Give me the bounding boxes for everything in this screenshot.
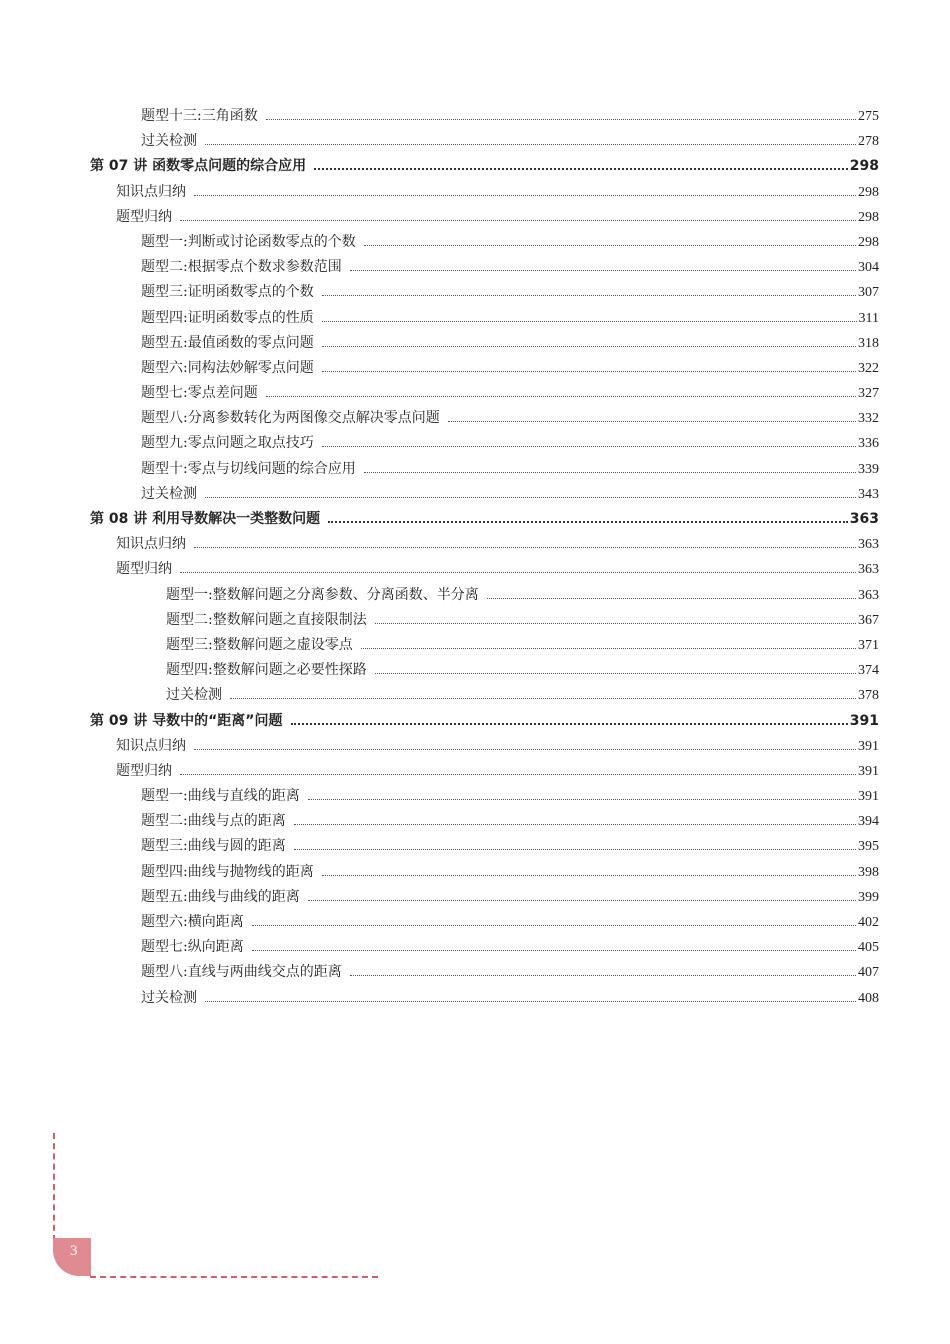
toc-dot-leader	[205, 1001, 856, 1002]
toc-entry[interactable]	[0, 280, 950, 305]
decorative-dashed-vertical-line	[53, 1133, 55, 1241]
toc-dot-leader	[180, 774, 856, 775]
toc-dot-leader	[308, 900, 856, 901]
toc-entry-title: 题型四:曲线与抛物线的距离	[141, 863, 314, 880]
toc-entry-page: 278	[858, 134, 879, 150]
toc-entry-title: 题型五:曲线与曲线的距离	[141, 888, 300, 905]
toc-entry[interactable]	[0, 910, 950, 935]
decorative-dashed-horizontal-line	[90, 1276, 378, 1278]
toc-entry[interactable]	[0, 860, 950, 885]
toc-dot-leader	[448, 421, 856, 422]
toc-dot-leader	[252, 950, 856, 951]
toc-entry-page: 402	[858, 915, 879, 930]
toc-entry-title: 题型三:曲线与圆的距离	[141, 838, 286, 855]
toc-entry-title: 题型六:横向距离	[141, 914, 244, 930]
toc-entry-title: 第 08 讲 利用导数解决一类整数问题	[90, 511, 321, 527]
toc-entry-page: 275	[858, 109, 879, 124]
toc-entry-page: 298	[849, 158, 879, 175]
toc-entry-page: 343	[858, 486, 879, 502]
toc-dot-leader	[322, 295, 856, 296]
toc-dot-leader	[194, 195, 856, 196]
toc-entry[interactable]	[0, 457, 950, 482]
toc-entry[interactable]	[0, 230, 950, 255]
toc-dot-leader	[322, 446, 856, 447]
toc-entry-title: 题型九:零点问题之取点技巧	[141, 435, 314, 452]
toc-entry[interactable]	[0, 205, 950, 230]
toc-dot-leader	[364, 472, 856, 473]
toc-entry[interactable]	[0, 734, 950, 759]
toc-dot-leader	[322, 371, 856, 372]
toc-dot-leader	[194, 749, 856, 750]
toc-entry-page: 374	[858, 663, 879, 679]
toc-entry[interactable]	[0, 633, 950, 658]
toc-entry-title: 过关检测	[141, 485, 197, 502]
toc-chapter-entry[interactable]	[0, 709, 950, 734]
toc-entry-title: 题型二:根据零点个数求参数范围	[141, 259, 342, 276]
toc-entry-page: 371	[858, 637, 879, 653]
toc-dot-leader	[322, 321, 857, 322]
toc-dot-leader	[294, 849, 856, 850]
toc-dot-leader	[322, 875, 856, 876]
toc-entry[interactable]	[0, 104, 950, 129]
toc-dot-leader	[350, 270, 856, 271]
toc-entry-page: 363	[858, 587, 879, 603]
toc-entry[interactable]	[0, 356, 950, 381]
toc-entry-title: 第 07 讲 函数零点问题的综合应用	[90, 158, 307, 175]
page-number: 3	[70, 1243, 78, 1259]
toc-entry-page: 332	[858, 411, 879, 427]
toc-entry-page: 304	[858, 260, 879, 276]
toc-entry-page: 408	[858, 990, 879, 1006]
toc-entry[interactable]	[0, 532, 950, 557]
toc-dot-leader	[230, 698, 856, 699]
toc-entry-title: 题型六:同构法妙解零点问题	[141, 359, 314, 376]
toc-entry-page: 322	[858, 360, 879, 376]
toc-entry[interactable]	[0, 809, 950, 834]
toc-entry-page: 363	[849, 511, 879, 527]
toc-entry[interactable]	[0, 129, 950, 154]
toc-entry-title: 题型二:整数解问题之直接限制法	[166, 611, 367, 628]
toc-entry-page: 407	[858, 965, 879, 981]
toc-entry-page: 391	[858, 763, 879, 779]
toc-entry-page: 391	[849, 712, 879, 729]
toc-entry-title: 题型一:判断或讨论函数零点的个数	[141, 233, 356, 250]
toc-entry[interactable]	[0, 406, 950, 431]
toc-entry-title: 知识点归纳	[116, 536, 186, 553]
toc-entry-title: 第 09 讲 导数中的“距离”问题	[90, 712, 283, 729]
toc-entry-page: 367	[858, 612, 879, 628]
toc-dot-leader	[205, 497, 856, 498]
toc-entry-title: 过关检测	[141, 989, 197, 1006]
toc-entry-title: 知识点归纳	[116, 737, 186, 754]
toc-entry[interactable]	[0, 658, 950, 683]
table-of-contents	[0, 104, 950, 1011]
toc-entry[interactable]	[0, 885, 950, 910]
toc-dot-leader	[361, 648, 856, 649]
toc-entry-page: 363	[858, 562, 879, 578]
toc-entry-page: 391	[858, 789, 879, 805]
toc-dot-leader	[194, 547, 856, 548]
toc-entry-page: 363	[858, 537, 879, 553]
toc-entry-title: 过关检测	[141, 133, 197, 150]
toc-dot-leader	[375, 673, 856, 674]
toc-entry-title: 题型一:整数解问题之分离参数、分离函数、半分离	[166, 586, 479, 603]
toc-entry-title: 题型归纳	[116, 762, 172, 779]
toc-dot-leader	[205, 144, 856, 145]
toc-entry-page: 398	[858, 864, 879, 880]
toc-entry-page: 339	[858, 461, 879, 477]
toc-entry-page: 298	[858, 184, 879, 200]
toc-dot-leader	[314, 168, 848, 170]
toc-dot-leader	[266, 396, 856, 397]
toc-entry-title: 题型八:分离参数转化为两图像交点解决零点问题	[141, 410, 440, 427]
toc-entry-title: 题型二:曲线与点的距离	[141, 813, 286, 830]
toc-entry-title: 题型七:零点差问题	[141, 385, 258, 402]
toc-dot-leader	[322, 346, 856, 347]
toc-entry-title: 题型三:整数解问题之虚设零点	[166, 636, 353, 653]
toc-dot-leader	[291, 723, 848, 725]
toc-entry[interactable]	[0, 583, 950, 608]
toc-entry[interactable]	[0, 557, 950, 582]
toc-entry[interactable]	[0, 381, 950, 406]
toc-entry-title: 题型七:纵向距离	[141, 939, 244, 956]
toc-dot-leader	[350, 975, 856, 976]
toc-entry-page: 405	[858, 940, 879, 956]
toc-chapter-entry[interactable]	[0, 154, 950, 179]
toc-entry[interactable]	[0, 986, 950, 1011]
toc-dot-leader	[308, 799, 856, 800]
toc-entry[interactable]	[0, 683, 950, 708]
toc-entry-page: 394	[858, 814, 879, 830]
toc-dot-leader	[375, 623, 856, 624]
toc-dot-leader	[294, 824, 856, 825]
toc-entry[interactable]	[0, 482, 950, 507]
toc-entry[interactable]	[0, 759, 950, 784]
toc-entry-title: 过关检测	[166, 687, 222, 704]
toc-entry[interactable]	[0, 608, 950, 633]
toc-entry-page: 395	[858, 839, 879, 855]
toc-entry-title: 题型十三:三角函数	[141, 108, 258, 124]
toc-dot-leader	[328, 521, 848, 523]
toc-dot-leader	[180, 220, 856, 221]
toc-entry-page: 327	[858, 386, 879, 402]
toc-entry[interactable]	[0, 784, 950, 809]
toc-entry[interactable]	[0, 960, 950, 985]
toc-entry[interactable]	[0, 431, 950, 456]
toc-entry[interactable]	[0, 834, 950, 859]
toc-entry[interactable]	[0, 935, 950, 960]
toc-entry-title: 题型归纳	[116, 561, 172, 578]
toc-entry-page: 318	[858, 335, 879, 351]
toc-dot-leader	[180, 572, 856, 573]
toc-entry-title: 题型三:证明函数零点的个数	[141, 284, 314, 301]
toc-dot-leader	[266, 119, 856, 120]
toc-entry[interactable]	[0, 306, 950, 331]
toc-entry-title: 题型四:整数解问题之必要性探路	[166, 662, 367, 679]
toc-entry-page: 298	[858, 209, 879, 225]
toc-entry[interactable]	[0, 255, 950, 280]
toc-entry-page: 378	[858, 688, 879, 704]
toc-entry-title: 题型一:曲线与直线的距离	[141, 788, 300, 805]
toc-entry[interactable]	[0, 331, 950, 356]
toc-entry-page: 311	[858, 310, 879, 326]
toc-dot-leader	[487, 598, 856, 599]
toc-entry-page: 298	[858, 234, 879, 250]
toc-chapter-entry[interactable]	[0, 507, 950, 532]
toc-entry[interactable]	[0, 180, 950, 205]
toc-entry-page: 336	[858, 436, 879, 452]
toc-dot-leader	[364, 245, 856, 246]
toc-entry-page: 307	[858, 285, 879, 301]
toc-dot-leader	[252, 925, 856, 926]
toc-entry-title: 题型十:零点与切线问题的综合应用	[141, 460, 356, 477]
toc-entry-title: 题型归纳	[116, 208, 172, 225]
toc-entry-title: 题型八:直线与两曲线交点的距离	[141, 964, 342, 981]
toc-entry-page: 399	[858, 889, 879, 905]
toc-entry-title: 题型四:证明函数零点的性质	[141, 309, 314, 326]
toc-entry-title: 题型五:最值函数的零点问题	[141, 334, 314, 351]
toc-entry-page: 391	[858, 738, 879, 754]
toc-entry-title: 知识点归纳	[116, 183, 186, 200]
